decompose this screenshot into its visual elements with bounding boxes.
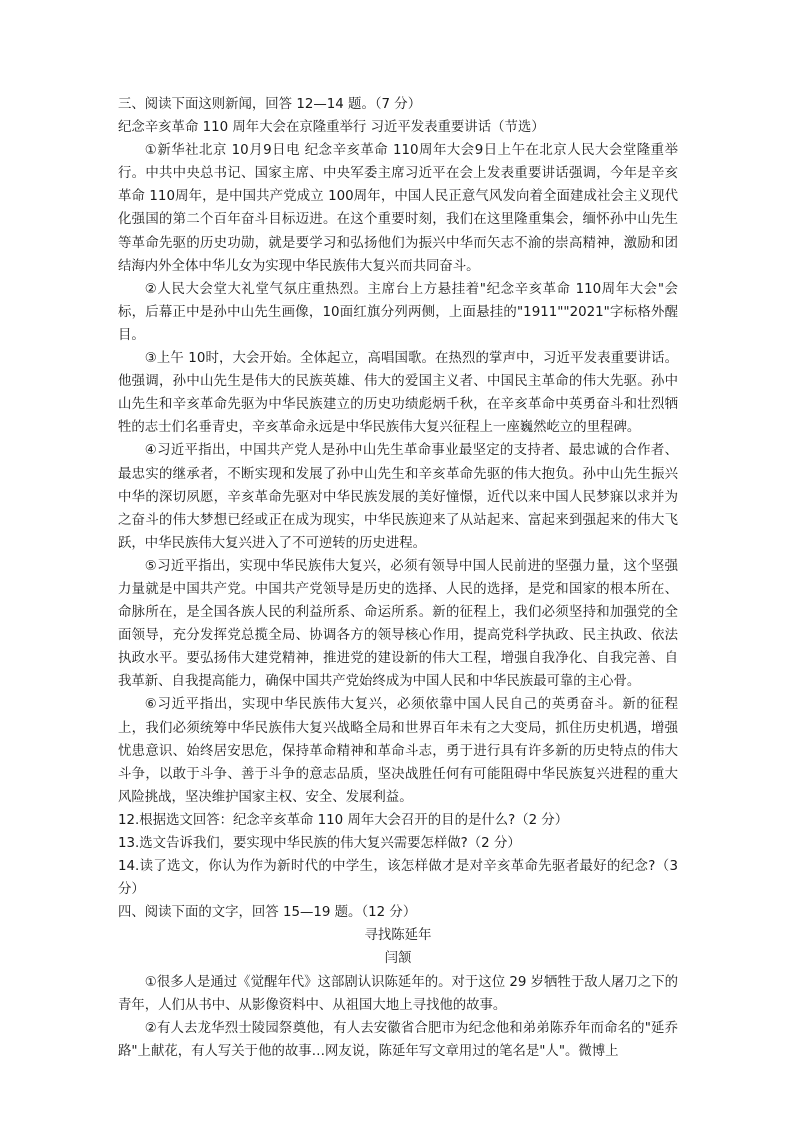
news-paragraph-4: ④习近平指出，中国共产党人是孙中山先生革命事业最坚定的支持者、最忠诚的合作者、最忠实的继承者，不断实现和发展了孙中山先生和辛亥革命先驱的伟大抱负。孙中山先生振兴中华的深切夙愿，辛亥革命先驱对中华民族发展的美好憧憬，近代以来中国人民梦寐以求并为之奋斗的伟大梦想已经或正在成为现实，中华民族迎来了从站起来、富起来到强起来的伟大飞跃，中华民族伟大复兴进入了不可逆转的历史进程。 <box>118 443 678 551</box>
article-title: 寻找陈延年 <box>364 928 432 944</box>
section4-heading: 四、阅读下面的文字，回答 15—19 题。（12 分） <box>118 905 417 921</box>
section3-heading: 三、阅读下面这则新闻，回答 12—14 题。（7 分） <box>118 97 422 112</box>
article-paragraph-2: ②有人去龙华烈士陵园祭奠他，有人去安徽省合肥市为纪念他和弟弟陈乔年而命名的"延乔路"上献花，有人写关于他的故事…网友说，陈延年写文章用过的笔名是"人"。微博上 <box>118 1020 678 1059</box>
news-paragraph-3: ③上午 10时，大会开始。全体起立，高唱国歌。在热烈的掌声中，习近平发表重要讲话。他强调，孙中山先生是伟大的民族英雄、伟大的爱国主义者、中国民主革命的伟大先驱。孙中山先生和辛亥革命先驱为中华民族建立的历史功绩彪炳千秋，在辛亥革命中英勇奋斗和壮烈牺牲的志士们名垂青史，辛亥革命永远是中华民族伟大复兴征程上一座巍然屹立的里程碑。 <box>118 351 678 436</box>
news-paragraph-2: ②人民大会堂大礼堂气氛庄重热烈。主席台上方悬挂着"纪念辛亥革命 110周年大会"会标，后幕正中是孙中山先生画像，10面红旗分列两侧，上面悬挂的"1911""2021"字标格外醒目。 <box>118 281 678 343</box>
news-paragraph-1: ①新华社北京 10月9日电 纪念辛亥革命 110周年大会9日上午在北京人民大会堂隆重举行。中共中央总书记、国家主席、中央军委主席习近平在会上发表重要讲话强调，今年是辛亥革命 110周年，是中国共产党成立 100周年，中国人民正意气风发向着全面建成社会主义现代化强国的第二个百年奋斗目标迈进。在这个重要时刻，我们在这里隆重集会，缅怀孙中山先生等革命先驱的历史功勋，就是要学习和弘扬他们为振兴中华而矢志不渝的崇高精神，激励和团结海内外全体中华儿女为实现中华民族伟大复兴而共同奋斗。 <box>118 143 678 274</box>
document-body <box>118 93 678 1063</box>
news-paragraph-5: ⑤习近平指出，实现中华民族伟大复兴，必须有领导中国人民前进的坚强力量，这个坚强力量就是中国共产党。中国共产党领导是历史的选择、人民的选择，是党和国家的根本所在、命脉所在，是全国各族人民的利益所系、命运所系。新的征程上，我们必须坚持和加强党的全面领导，充分发挥党总揽全局、协调各方的领导核心作用，提高党科学执政、民主执政、依法执政水平。要弘扬伟大建党精神，推进党的建设新的伟大工程，增强自我净化、自我完善、自我革新、自我提高能力，确保中国共产党始终成为中国人民和中华民族最可靠的主心骨。 <box>118 558 678 690</box>
article-author: 闫颔 <box>384 951 412 967</box>
question-13: 13.选文告诉我们，要实现中华民族的伟大复兴需要怎样做?（2 分） <box>118 836 521 851</box>
article-paragraph-1: ①很多人是通过《觉醒年代》这部剧认识陈延年的。对于这位 29 岁牺牲于敌人屠刀之下的青年，人们从书中、从影像资料中、从祖国大地上寻找他的故事。 <box>118 974 678 1013</box>
question-12: 12.根据选文回答：纪念辛亥革命 110 周年大会召开的目的是什么?（2 分） <box>118 812 569 828</box>
question-14: 14.读了选文，你认为作为新时代的中学生，该怎样做才是对辛亥革命先驱者最好的纪念?（3 分） <box>118 859 678 898</box>
news-paragraph-6: ⑥习近平指出，实现中华民族伟大复兴，必须依靠中国人民自己的英勇奋斗。新的征程上，我们必须统筹中华民族伟大复兴战略全局和世界百年未有之大变局，抓住历史机遇，增强忧患意识、始终居安思危，保持革命精神和革命斗志，勇于进行具有许多新的历史特点的伟大斗争，以敢于斗争、善于斗争的意志品质，坚决战胜任何有可能阻碍中华民族复兴进程的重大风险挑战，坚决维护国家主权、安全、发展利益。 <box>118 697 678 805</box>
news-title: 纪念辛亥革命 110 周年大会在京隆重举行 习近平发表重要讲话（节选） <box>118 120 545 136</box>
